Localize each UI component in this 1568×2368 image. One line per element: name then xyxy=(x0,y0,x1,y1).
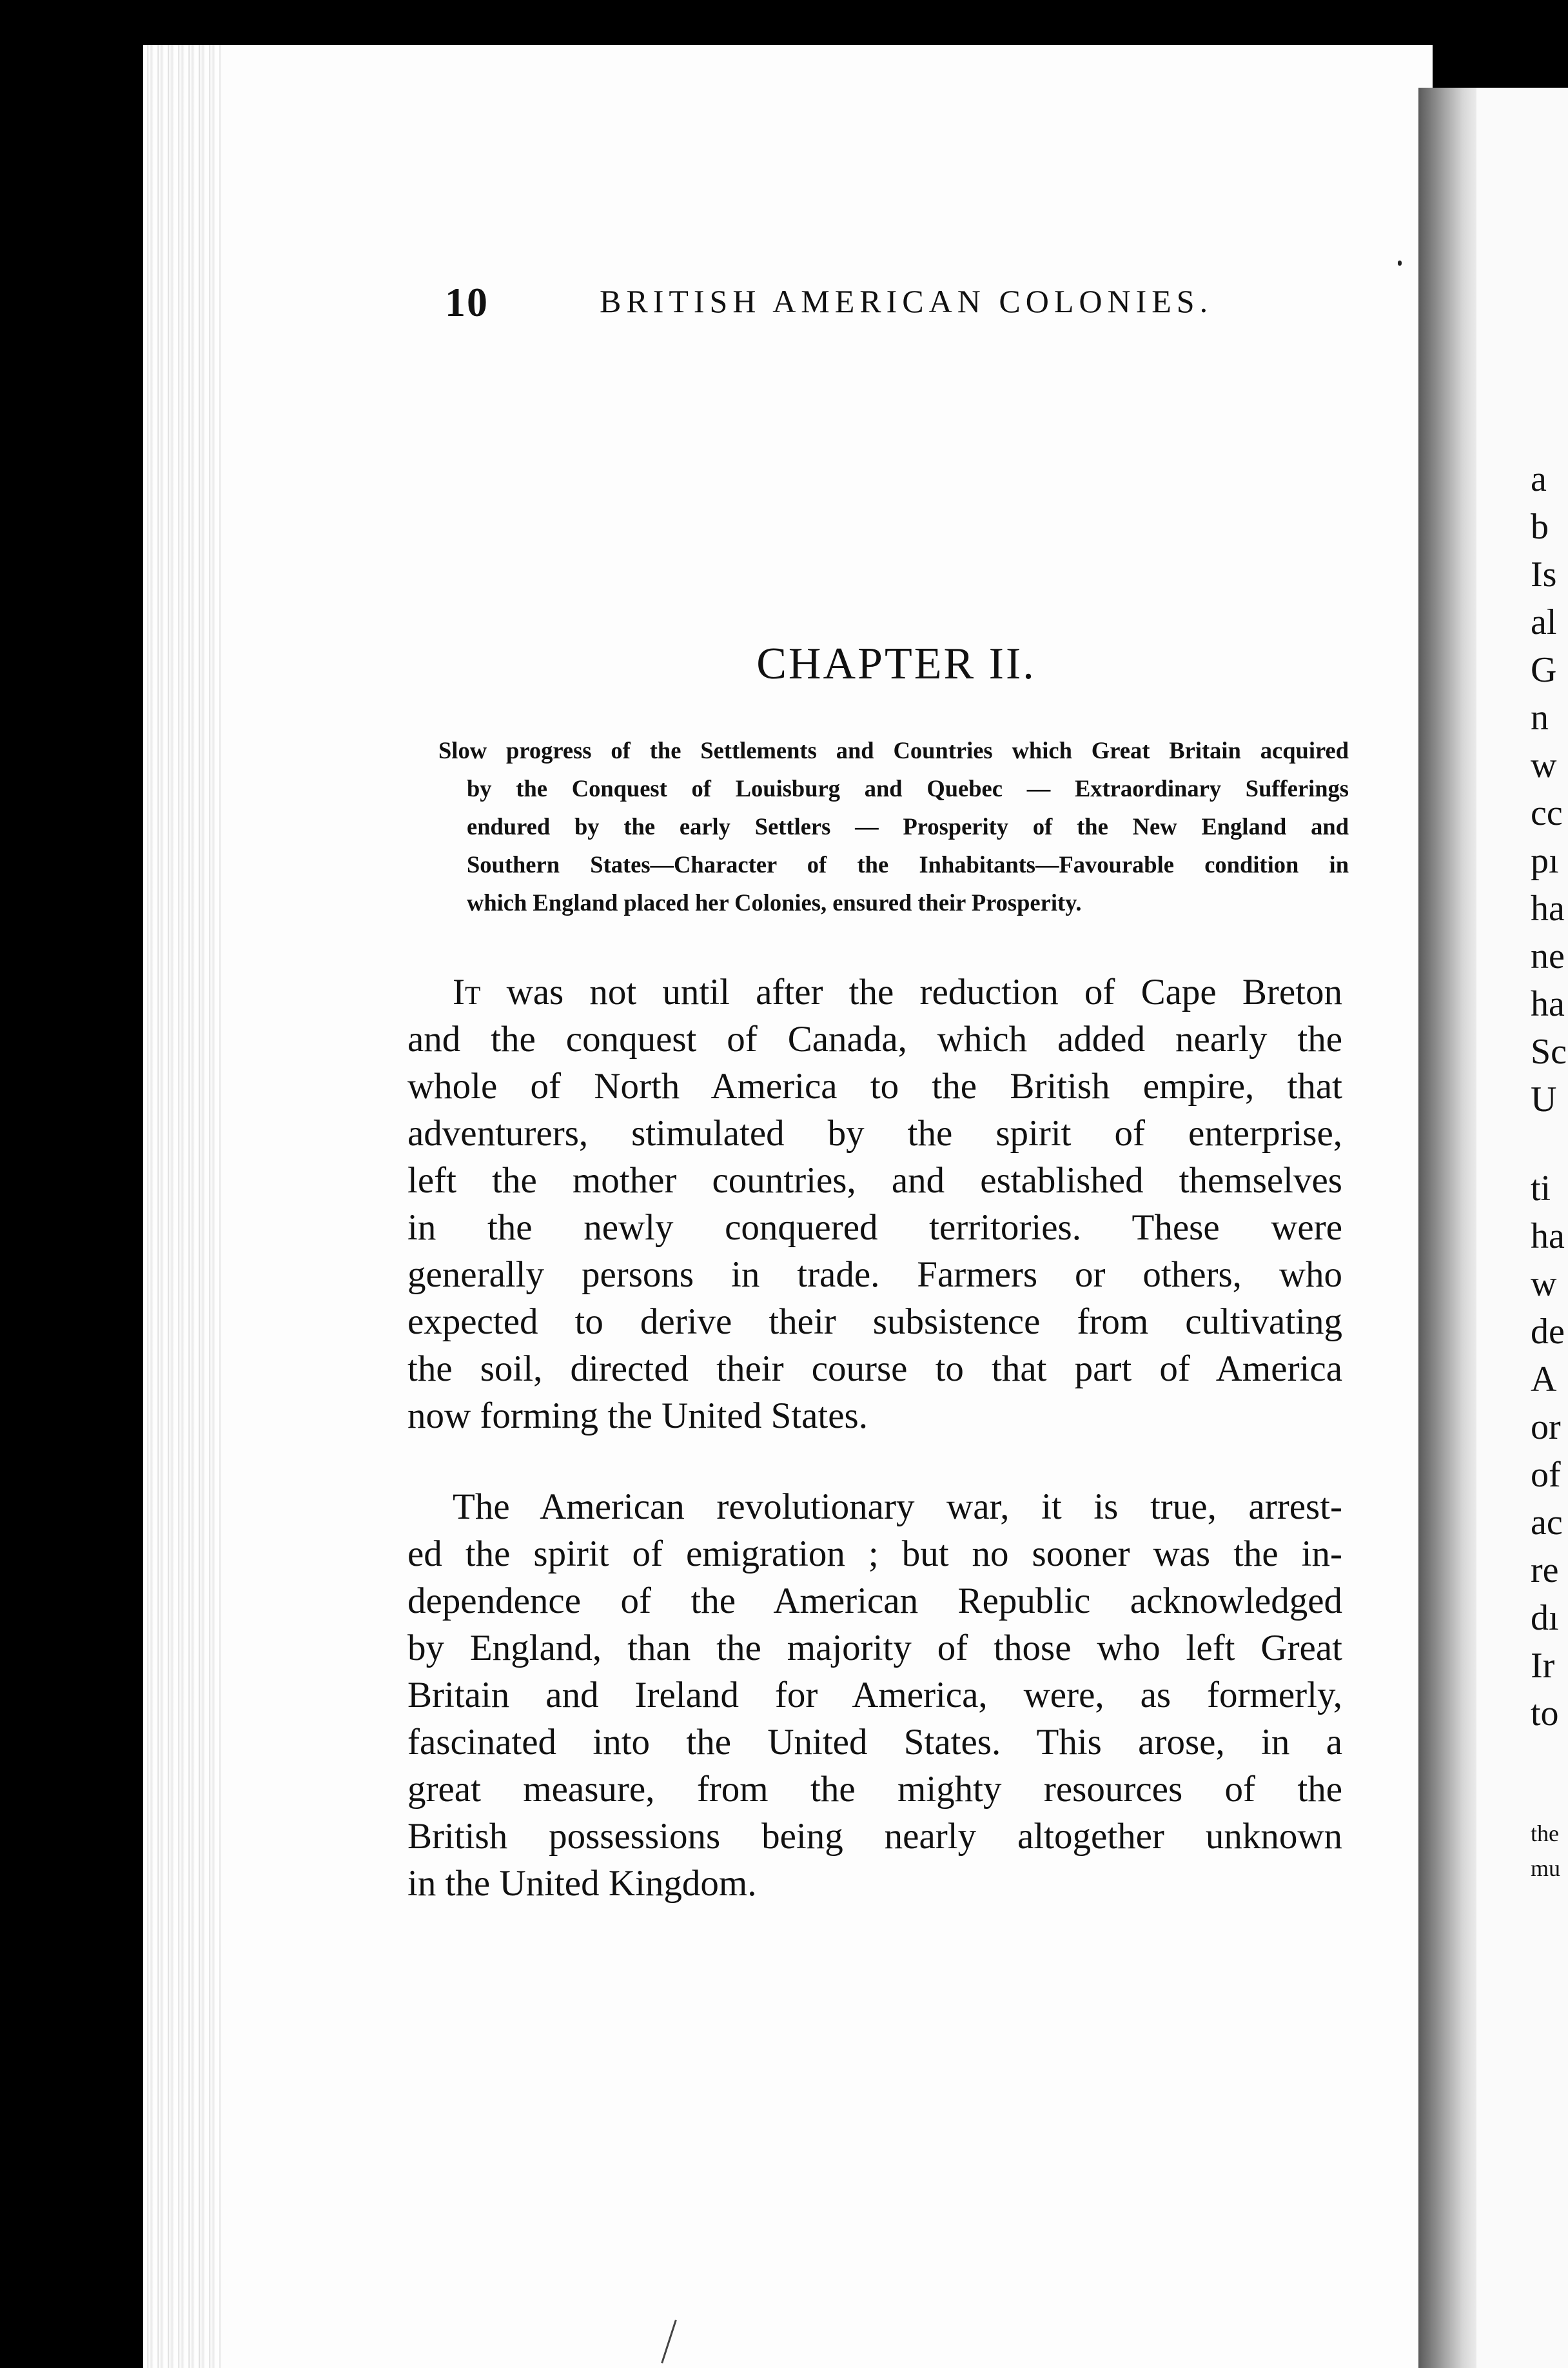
fragment-text: ha xyxy=(1531,1216,1565,1256)
fragment-text: a xyxy=(1531,459,1547,499)
paragraph-line: in the United Kingdom. xyxy=(407,1863,757,1904)
paragraph-2 xyxy=(407,1483,1342,1907)
fragment-text: dı xyxy=(1531,1598,1559,1638)
summary-line: which England placed her Colonies, ensured their Prosperity. xyxy=(467,889,1082,916)
fragment-text: Sc xyxy=(1531,1032,1567,1072)
summary-line: Southern States—Character of the Inhabitants—Favourable condition in xyxy=(467,851,1349,878)
paragraph-line: the soil, directed their course to that part of America xyxy=(407,1348,1342,1389)
paragraph-line: The American revolutionary war, it is true, arrest- xyxy=(453,1486,1342,1527)
paragraph-line: generally persons in trade. Farmers or others, who xyxy=(407,1254,1342,1295)
fragment-text: U xyxy=(1531,1080,1557,1120)
fragment-gap xyxy=(1531,1737,1568,1816)
fragment-text: ha xyxy=(1531,889,1565,929)
fragment-text: the xyxy=(1531,1820,1559,1846)
fragment-text: n xyxy=(1531,698,1549,738)
lead-word: It xyxy=(453,972,481,1012)
ink-speck xyxy=(1398,261,1402,266)
running-head xyxy=(445,279,1412,330)
paragraph-line: left the mother countries, and established themselves xyxy=(407,1160,1342,1201)
summary-line: Slow progress of the Settlements and Countries which Great Britain acquired xyxy=(438,737,1349,764)
paragraph-line: Britain and Ireland for America, were, as formerly, xyxy=(407,1675,1342,1715)
paragraph-line: whole of North America to the British empire, that xyxy=(407,1066,1342,1107)
fragment-text: b xyxy=(1531,507,1549,547)
fragment-text: mu xyxy=(1531,1855,1561,1881)
facing-page-fragments xyxy=(1531,455,1568,1886)
paragraph-line xyxy=(407,969,1342,1016)
paragraph-line: now forming the United States. xyxy=(407,1396,868,1436)
paragraph-line: great measure, from the mighty resources of the xyxy=(407,1769,1342,1810)
chapter-summary xyxy=(438,731,1349,922)
paragraph-line: and the conquest of Canada, which added nearly the xyxy=(407,1019,1342,1060)
paragraph-line: fascinated into the United States. This arose, in a xyxy=(407,1722,1342,1762)
fragment-text: A xyxy=(1531,1359,1557,1399)
fragment-text: of xyxy=(1531,1455,1561,1495)
fragment-text: ti xyxy=(1531,1169,1551,1209)
fragment-text: w xyxy=(1531,1264,1557,1304)
running-title: BRITISH AMERICAN COLONIES. xyxy=(600,283,1213,319)
fragment-text: w xyxy=(1531,745,1557,785)
fragment-text: or xyxy=(1531,1407,1561,1447)
fragment-text: to xyxy=(1531,1693,1559,1733)
fragment-text: G xyxy=(1531,650,1557,690)
paragraph-line: dependence of the American Republic acknowledged xyxy=(407,1581,1342,1621)
paragraph-1 xyxy=(407,969,1342,1439)
line-text: was not until after the reduction of Cape Breton xyxy=(480,972,1342,1012)
paragraph-line: expected to derive their subsistence from cultivating xyxy=(407,1301,1342,1342)
chapter-title: CHAPTER II. xyxy=(756,639,1036,689)
fragment-text: Is xyxy=(1531,555,1557,595)
fragment-text: al xyxy=(1531,602,1557,642)
summary-line: endured by the early Settlers — Prosperity of the New England and xyxy=(467,813,1349,840)
summary-line: by the Conquest of Louisburg and Quebec — Extraordinary Sufferings xyxy=(467,775,1349,802)
fragment-text: ac xyxy=(1531,1503,1563,1543)
fragment-text: ne xyxy=(1531,936,1565,976)
fragment-text: Ir xyxy=(1531,1646,1555,1686)
paragraph-line: by England, than the majority of those who left Great xyxy=(407,1628,1342,1668)
fragment-text: cc xyxy=(1531,793,1563,833)
paragraph-line: ed the spirit of emigration ; but no sooner was the in- xyxy=(407,1534,1342,1574)
gutter-edge xyxy=(143,45,220,2368)
fragment-gap xyxy=(1531,1123,1568,1165)
paragraph-line: adventurers, stimulated by the spirit of enterprise, xyxy=(407,1113,1342,1154)
fragment-text: pı xyxy=(1531,841,1559,881)
page-number: 10 xyxy=(445,279,489,325)
paragraph-line: in the newly conquered territories. These were xyxy=(407,1207,1342,1248)
fragment-text: de xyxy=(1531,1312,1565,1352)
paragraph-line: British possessions being nearly altogether unknown xyxy=(407,1816,1342,1857)
page-fold-shadow xyxy=(1418,88,1483,2368)
fragment-text: ha xyxy=(1531,984,1565,1024)
fragment-text: re xyxy=(1531,1550,1559,1590)
